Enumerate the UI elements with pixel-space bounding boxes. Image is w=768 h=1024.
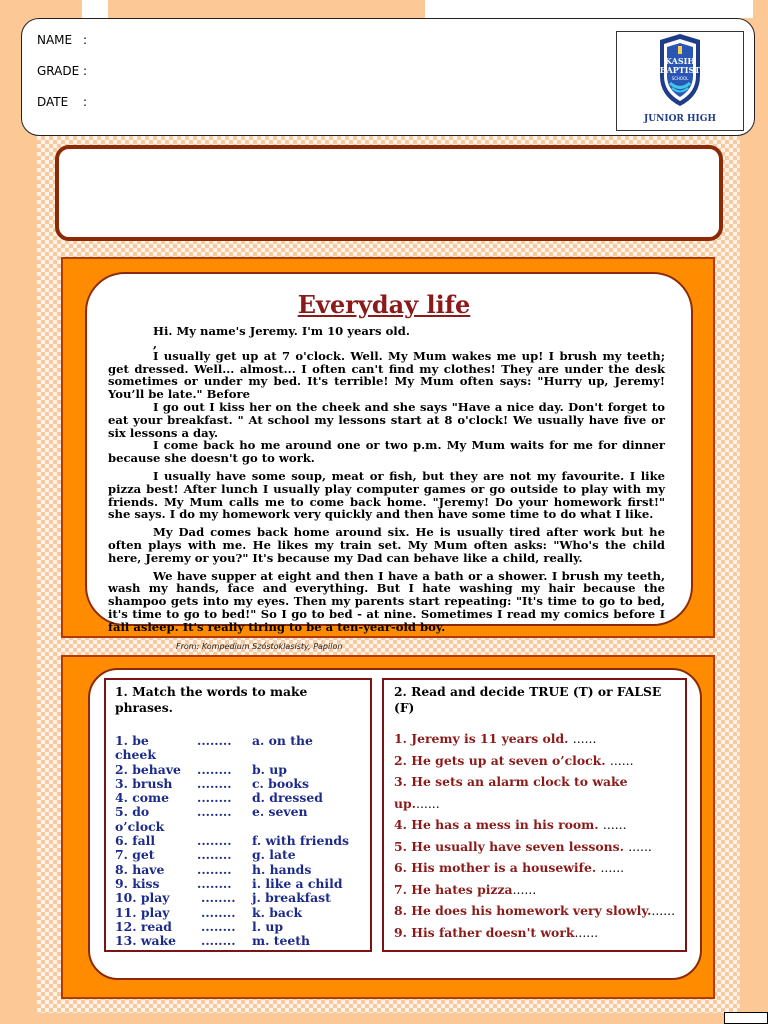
- match-word: 1. be: [115, 733, 149, 748]
- true-false-heading: 2. Read and decide TRUE (T) or FALSE (F): [394, 684, 662, 715]
- true-false-statement: [394, 922, 676, 944]
- date-label: DATE: [37, 95, 69, 109]
- match-word: 7. get: [115, 847, 155, 863]
- match-word: 11. play: [115, 904, 170, 920]
- answer-blank[interactable]: ......: [600, 860, 625, 875]
- match-phrase: c. books: [252, 775, 309, 791]
- match-word: 10. play: [115, 890, 170, 906]
- match-phrase: b. up: [252, 761, 287, 777]
- svg-text:BAPTIST: BAPTIST: [659, 65, 701, 75]
- true-false-exercise: [382, 678, 687, 952]
- match-phrase: m. teeth: [252, 933, 310, 949]
- true-false-statement: [394, 857, 676, 879]
- match-row: [115, 791, 361, 805]
- match-phrase: a. on the: [252, 733, 313, 748]
- answer-blank[interactable]: ........: [197, 804, 232, 820]
- match-phrase: k. back: [252, 904, 303, 920]
- match-word: 8. have: [115, 861, 165, 877]
- match-word: 9. kiss: [115, 875, 160, 891]
- statement-text: 8. He does his homework very slowly.: [394, 903, 652, 918]
- match-row: [115, 734, 361, 748]
- shield-icon: [617, 32, 743, 112]
- grade-label: GRADE: [37, 64, 80, 78]
- name-label: NAME: [37, 33, 73, 47]
- story-paragraph: Hi. My name's Jeremy. I'm 10 years old.: [153, 324, 410, 338]
- match-heading: 1. Match the words to make phrases.: [115, 684, 308, 715]
- svg-text:KASIH: KASIH: [665, 56, 695, 66]
- answer-blank[interactable]: ......: [651, 903, 676, 918]
- match-row: [115, 805, 361, 819]
- match-row: [115, 877, 361, 891]
- answer-blank[interactable]: ......: [609, 752, 634, 768]
- answer-blank[interactable]: ......: [574, 924, 599, 940]
- match-phrase: i. like a child: [252, 875, 343, 891]
- match-row: [115, 834, 361, 848]
- answer-blank[interactable]: ........: [201, 904, 236, 920]
- colon: :: [83, 64, 88, 78]
- grade-field[interactable]: [37, 64, 88, 78]
- story-paragraph: I come back ho me around one or two p.m. My Mum waits for me for dinner because she doesn't go to work.: [108, 438, 665, 466]
- answer-blank[interactable]: ......: [628, 838, 652, 854]
- match-row: [115, 863, 361, 877]
- match-phrase-continuation: cheek: [115, 747, 156, 763]
- story-stray-mark: ,: [153, 336, 158, 351]
- match-phrase: h. hands: [252, 861, 312, 877]
- statement-text: 7. He hates pizza: [394, 881, 513, 897]
- answer-blank[interactable]: ........: [197, 761, 232, 777]
- story-paragraph: We have supper at eight and then I have a bath or a shower. I brush my teeth, wash my hands, face and everything. But I hate washing my hair because the shampoo gets into my eyes. Then my parents start repeating: "It's time to go to bed, it's time to go to bed!" So I go to bed - at nine. Sometimes I read my comics before I fall asleep. It's really tiring to be a ten-year-old boy.: [108, 568, 665, 634]
- answer-blank[interactable]: ........: [197, 833, 232, 849]
- answer-blank[interactable]: ........: [201, 933, 236, 949]
- match-row: [115, 906, 361, 920]
- school-caption: JUNIOR HIGH: [644, 114, 716, 124]
- match-word: 4. come: [115, 790, 170, 806]
- story-text: [108, 325, 665, 634]
- match-row: [115, 777, 361, 791]
- story-paragraph: I go out I kiss her on the cheek and she says "Have a nice day. Don't forget to eat your breakfast. " At school my lessons start at 8 o'clock! We usually have five or six lessons a day.: [108, 399, 665, 440]
- school-logo: [616, 31, 744, 131]
- match-list: [115, 734, 361, 948]
- match-phrase: g. late: [252, 847, 296, 863]
- answer-blank[interactable]: ........: [197, 733, 232, 748]
- match-phrase: e. seven: [252, 804, 308, 820]
- colon: :: [83, 95, 88, 109]
- match-word: 5. do: [115, 804, 150, 820]
- match-phrase: l. up: [252, 918, 284, 934]
- statement-text: 6. His mother is a housewife.: [394, 860, 601, 875]
- match-row: [115, 934, 361, 948]
- match-row-continuation: [115, 748, 361, 762]
- match-row: [115, 848, 361, 862]
- answer-blank[interactable]: ......: [416, 795, 440, 811]
- answer-blank[interactable]: ......: [602, 817, 627, 832]
- answer-blank[interactable]: ........: [197, 861, 232, 877]
- student-info-header: [21, 18, 755, 136]
- story-paragraph: My Dad comes back home around six. He is usually tired after work but he often plays with me. He likes my train set. My Mum often asks: "Who's the child here, Jeremy or you?" It's because my Dad can behave like a child, really.: [108, 525, 665, 565]
- match-phrase-continuation: o’clock: [115, 818, 165, 834]
- empty-title-box: [55, 145, 723, 241]
- answer-blank[interactable]: ........: [201, 890, 236, 906]
- story-paragraph: I usually have some soup, meat or fish, but they are not my favourite. I like pizza best! After lunch I usually play computer games or go outside to play with my friends. My Mum calls me to come back home. "Jeremy! Do your homework first!" she says. I do my homework very quickly and then have some time to do what I like.: [108, 468, 665, 522]
- top-strip: [82, 0, 108, 18]
- match-word: 2. behave: [115, 761, 181, 777]
- true-false-statement: [394, 879, 676, 901]
- match-row: [115, 920, 361, 934]
- match-row: [115, 891, 361, 905]
- answer-blank[interactable]: ........: [197, 847, 232, 863]
- date-field[interactable]: [37, 95, 88, 109]
- answer-blank[interactable]: ......: [512, 881, 537, 897]
- top-strip: [425, 0, 753, 18]
- true-false-statement: [394, 750, 676, 772]
- statement-text: 9. His father doesn't work: [394, 924, 575, 940]
- match-word: 13. wake: [115, 933, 177, 949]
- svg-text:SCHOOL: SCHOOL: [671, 76, 689, 81]
- match-row: [115, 763, 361, 777]
- answer-blank[interactable]: ......: [572, 731, 597, 746]
- name-field[interactable]: [37, 33, 88, 47]
- true-false-statement: [394, 728, 676, 750]
- true-false-list: [394, 728, 676, 943]
- answer-blank[interactable]: ........: [197, 775, 232, 791]
- match-row-continuation: [115, 820, 361, 834]
- statement-text: 3. He sets an alarm clock to wake up.: [394, 774, 628, 811]
- statement-text: 1. Jeremy is 11 years old.: [394, 731, 573, 746]
- story-paragraph: I usually get up at 7 o'clock. Well. My Mum wakes me up! I brush my teeth; get dressed. Well... almost... I often can't find my clothes! They are under the desk sometimes or under my bed. It's terrible! My Mum often says: "Hurry up, Jeremy! You’ll be late." Before: [108, 348, 665, 402]
- answer-blank[interactable]: ........: [197, 790, 232, 806]
- match-word: 3. brush: [115, 775, 173, 791]
- statement-text: 2. He gets up at seven o’clock.: [394, 752, 610, 768]
- true-false-statement: [394, 900, 676, 922]
- match-phrase: d. dressed: [252, 790, 323, 806]
- match-phrase: f. with friends: [252, 833, 350, 849]
- page-corner-box: [724, 1012, 768, 1024]
- statement-text: 5. He usually have seven lessons.: [394, 838, 629, 854]
- true-false-statement: [394, 771, 676, 814]
- true-false-statement: [394, 836, 676, 858]
- colon: :: [83, 33, 88, 47]
- match-exercise: [104, 678, 372, 952]
- true-false-statement: [394, 814, 676, 836]
- story-title: Everyday life: [297, 290, 471, 319]
- story-source: From: Kompedium Szóstoklasisty, Papilon: [176, 642, 343, 651]
- statement-text: 4. He has a mess in his room.: [394, 817, 603, 832]
- answer-blank[interactable]: ........: [197, 875, 232, 891]
- match-word: 12. read: [115, 918, 172, 934]
- match-phrase: j. breakfast: [252, 890, 331, 906]
- answer-blank[interactable]: ........: [201, 918, 236, 934]
- match-word: 6. fall: [115, 833, 156, 849]
